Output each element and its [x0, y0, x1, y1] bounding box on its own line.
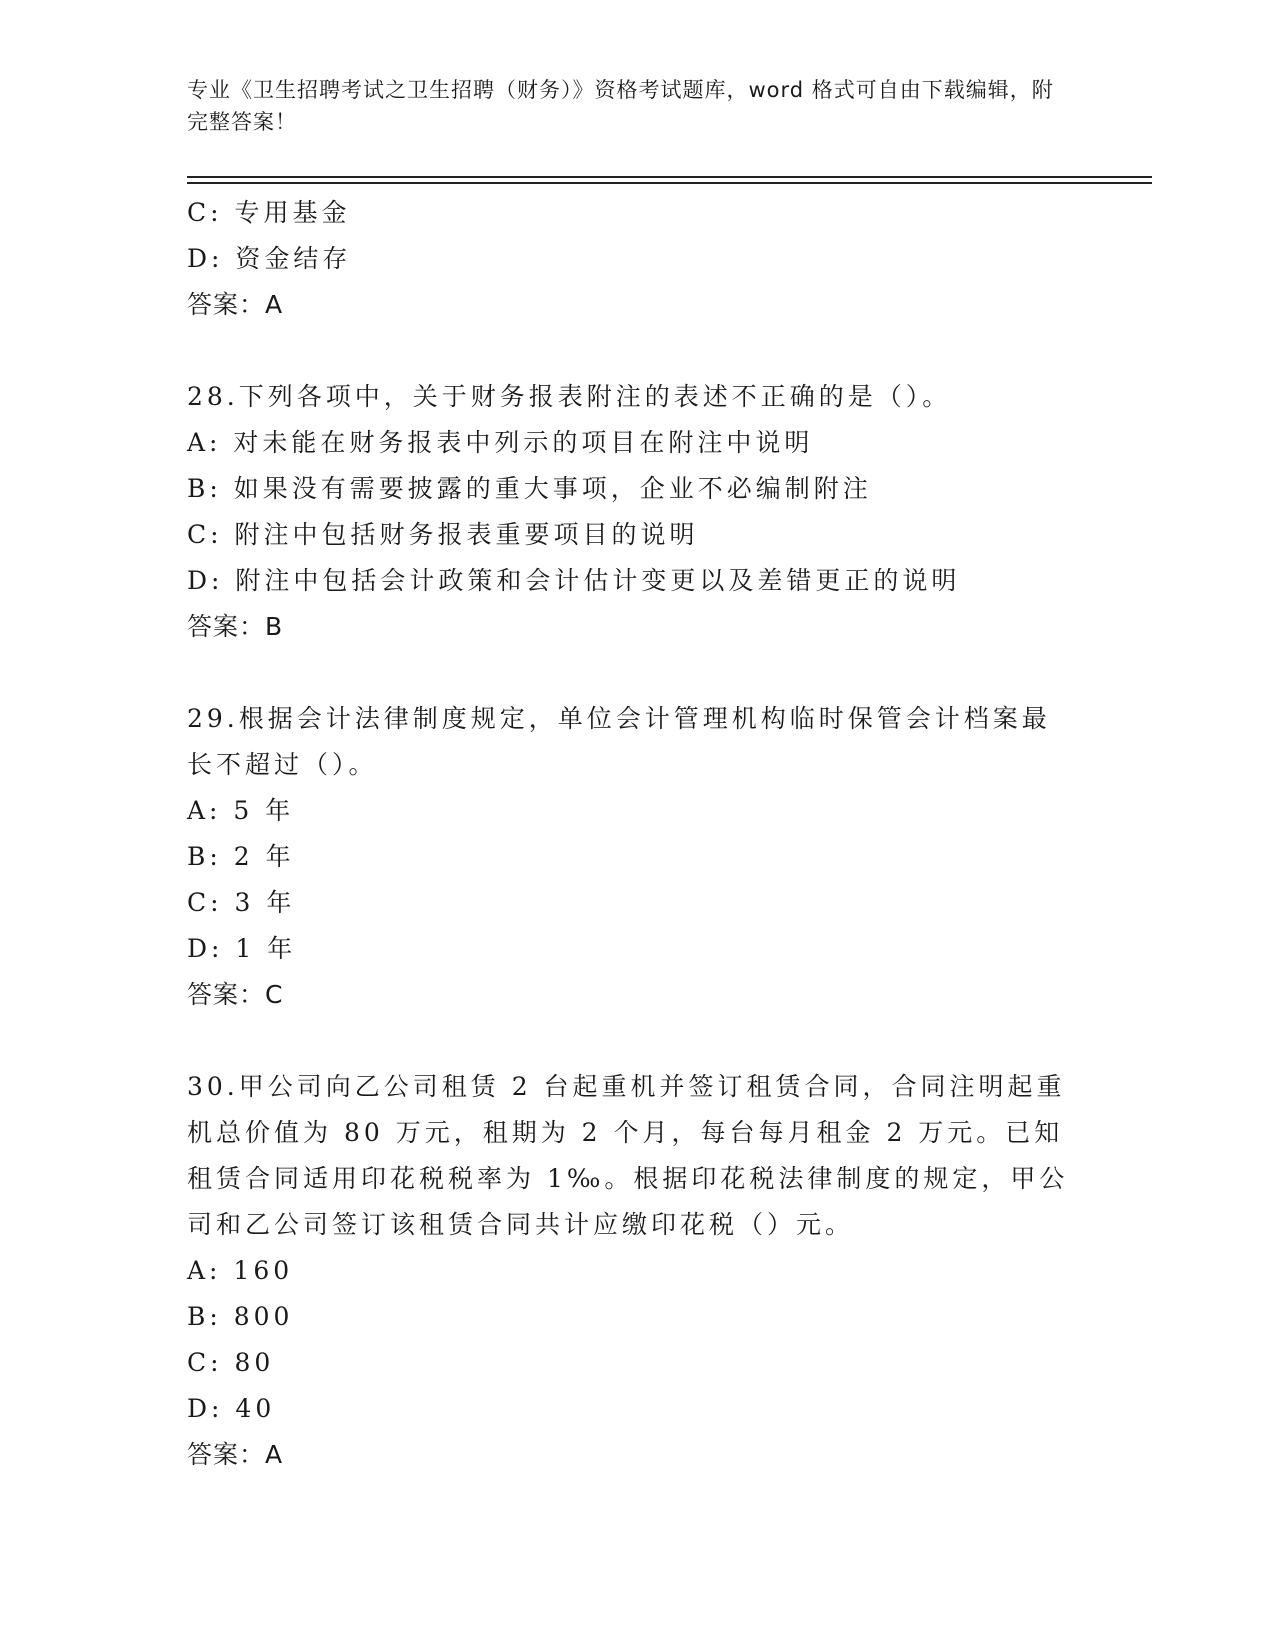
answer-line: 答案：C — [187, 980, 284, 1009]
option-c: C: 80 — [187, 1348, 275, 1377]
question-block-30 — [187, 1064, 1087, 1478]
question-text: 28.下列各项中，关于财务报表附注的表述不正确的是（）。 — [187, 382, 952, 411]
answer-line: 答案：B — [187, 612, 284, 641]
question-block-prev — [187, 190, 1087, 328]
document-page — [187, 0, 1152, 1650]
answer-line: 答案：A — [187, 1440, 284, 1469]
question-block-29 — [187, 696, 1087, 1018]
option-b: B: 800 — [187, 1302, 294, 1331]
header-rule-bottom — [187, 182, 1152, 184]
option-a: A: 5 年 — [187, 796, 295, 825]
answer-line: 答案：A — [187, 290, 284, 319]
option-a: A: 对未能在财务报表中列示的项目在附注中说明 — [187, 428, 814, 457]
option-a: A: 160 — [187, 1256, 294, 1285]
spacer — [187, 328, 1087, 374]
question-block-28 — [187, 374, 1087, 650]
option-d: D: 40 — [187, 1394, 276, 1423]
document-header: 专业《卫生招聘考试之卫生招聘（财务）》资格考试题库，word 格式可自由下载编辑，附完整答案！ — [187, 78, 1054, 134]
spacer — [187, 1018, 1087, 1064]
question-text: 30.甲公司向乙公司租赁 2 台起重机并签订租赁合同，合同注明起重机总价值为 80 万元，租期为 2 个月，每台每月租金 2 万元。已知租赁合同适用印花税税率为 1‰。根据印花税法律制度的规定，甲公司和乙公司签订该租赁合同共计应缴印花税（）元。 — [187, 1072, 1069, 1239]
option-d: D: 1 年 — [187, 934, 297, 963]
spacer — [187, 650, 1087, 696]
option-b: B: 2 年 — [187, 842, 295, 871]
question-list — [187, 190, 1087, 1478]
header-rule-top — [187, 176, 1152, 178]
option-b: B: 如果没有需要披露的重大事项，企业不必编制附注 — [187, 474, 872, 503]
option-c: C: 专用基金 — [187, 198, 351, 227]
option-c: C: 3 年 — [187, 888, 296, 917]
option-c: C: 附注中包括财务报表重要项目的说明 — [187, 520, 699, 549]
option-d: D: 资金结存 — [187, 244, 352, 273]
question-text: 29.根据会计法律制度规定，单位会计管理机构临时保管会计档案最长不超过（）。 — [187, 704, 1051, 779]
option-d: D: 附注中包括会计政策和会计估计变更以及差错更正的说明 — [187, 566, 961, 595]
